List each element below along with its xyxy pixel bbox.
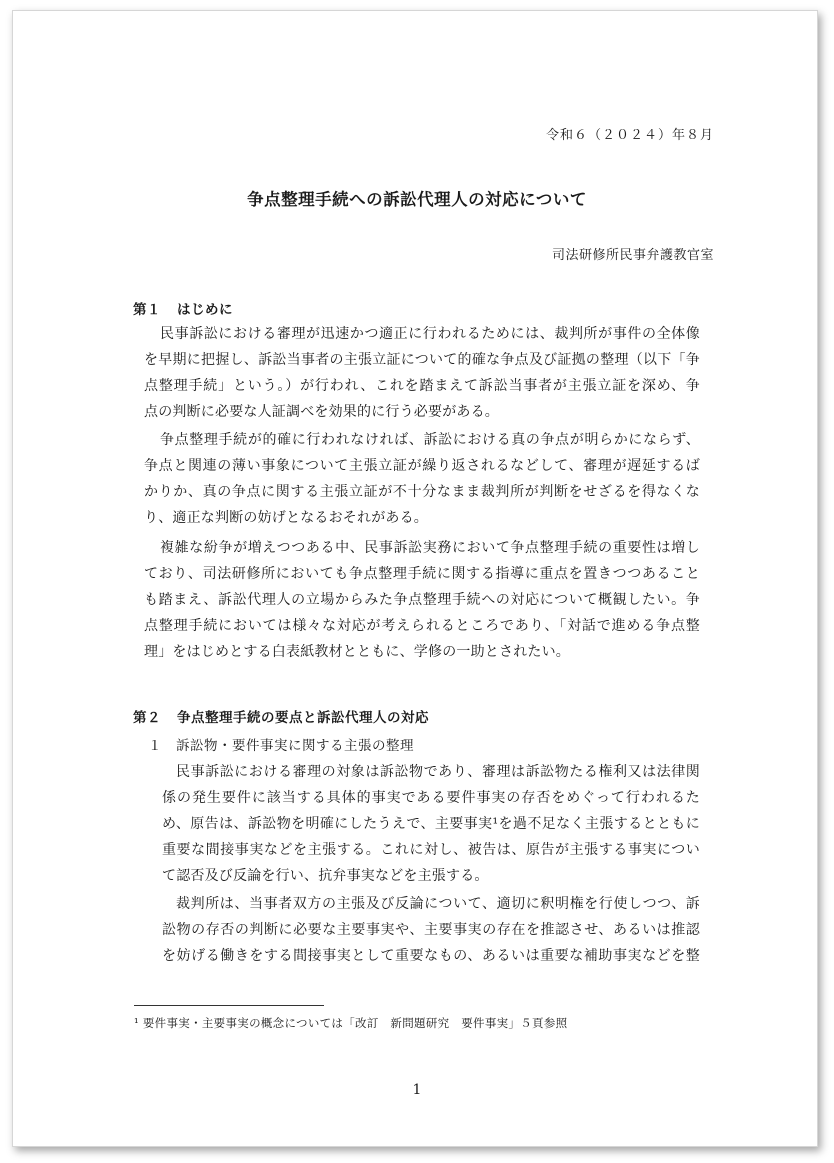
paragraph-line: も踏まえ、訴訟代理人の立場からみた争点整理手続への対応について概観したい。争 [144,592,700,608]
section-1-number: 第１ [133,302,161,318]
paragraph-line: 争点整理手続が的確に行われなければ、訴訟における真の争点が明らかにならず、 [160,432,700,448]
document-title: 争点整理手続への訴訟代理人の対応について [247,190,587,209]
section-2-number: 第２ [133,710,161,726]
paragraph-line: 係の発生要件に該当する具体的事実である要件事実の存否をめぐって行われるた [162,790,700,806]
page-number: 1 [412,1082,422,1098]
paragraph-line: ており、司法研修所においても争点整理手続に関する指導に重点を置きつつあること [144,566,700,582]
paragraph-line: 理」をはじめとする白表紙教材とともに、学修の一助とされたい。 [144,644,570,660]
subsection-1-title: 訴訟物・要件事実に関する主張の整理 [176,738,414,754]
section-1-title: はじめに [177,302,233,318]
document-date: 令和６（２０２４）年８月 [545,128,714,143]
section-2-heading [133,706,429,726]
paragraph-line: 点の判断に必要な人証調べを効果的に行う必要がある。 [144,404,499,420]
paragraph-line: 重要な間接事実などを主張する。これに対し、被告は、原告が主張する事実につい [162,842,700,858]
paragraph-line: り、適正な判断の妨げとなるおそれがある。 [144,510,428,526]
paragraph-line: め、原告は、訴訟物を明確にしたうえで、主要事実¹を過不足なく主張するとともに [162,816,700,832]
paragraph-line: 争点と関連の薄い事象について主張立証が繰り返されるなどして、審理が遅延するば [144,458,700,474]
paragraph-line: かりか、真の争点に関する主張立証が不十分なまま裁判所が判断をせざるを得なくな [144,484,700,500]
section-2-title: 争点整理手続の要点と訴訟代理人の対応 [177,710,429,726]
paragraph-line: て認否及び反論を行い、抗弁事実などを主張する。 [162,868,489,884]
subsection-1-number: １ [148,738,162,754]
footnote-divider [134,1005,324,1006]
paragraph-line: 点整理手続」という。）が行われ、これを踏まえて訴訟当事者が主張立証を深め、争 [144,378,700,394]
paragraph-line: 裁判所は、当事者双方の主張及び反論について、適切に釈明権を行使しつつ、訴 [176,896,700,912]
paragraph-line: 訟物の存否の判断に必要な主要事実や、主要事実の存在を推認させ、あるいは推認 [162,922,700,938]
paragraph-line: 点整理手続においては様々な対応が考えられるところであり、「対話で進める争点整 [144,618,700,634]
paragraph-line: を早期に把握し、訴訟当事者の主張立証について的確な争点及び証拠の整理（以下「争 [144,352,700,368]
subsection-1-heading [148,734,414,754]
paragraph-line: を妨げる働きをする間接事実として重要なもの、あるいは重要な補助事実などを整 [162,948,700,964]
footnote: ¹ 要件事実・主要事実の概念については「改訂 新問題研究 要件事実」５頁参照 [134,1016,568,1030]
paragraph-line: 複雑な紛争が増えつつある中、民事訴訟実務において争点整理手続の重要性は増し [160,540,700,556]
section-1-heading [133,298,233,318]
document-author: 司法研修所民事弁護教官室 [551,248,714,263]
paragraph-line: 民事訴訟における審理の対象は訴訟物であり、審理は訴訟物たる権利又は法律関 [176,764,700,780]
paragraph-line: 民事訴訟における審理が迅速かつ適正に行われるためには、裁判所が事件の全体像 [160,326,700,342]
